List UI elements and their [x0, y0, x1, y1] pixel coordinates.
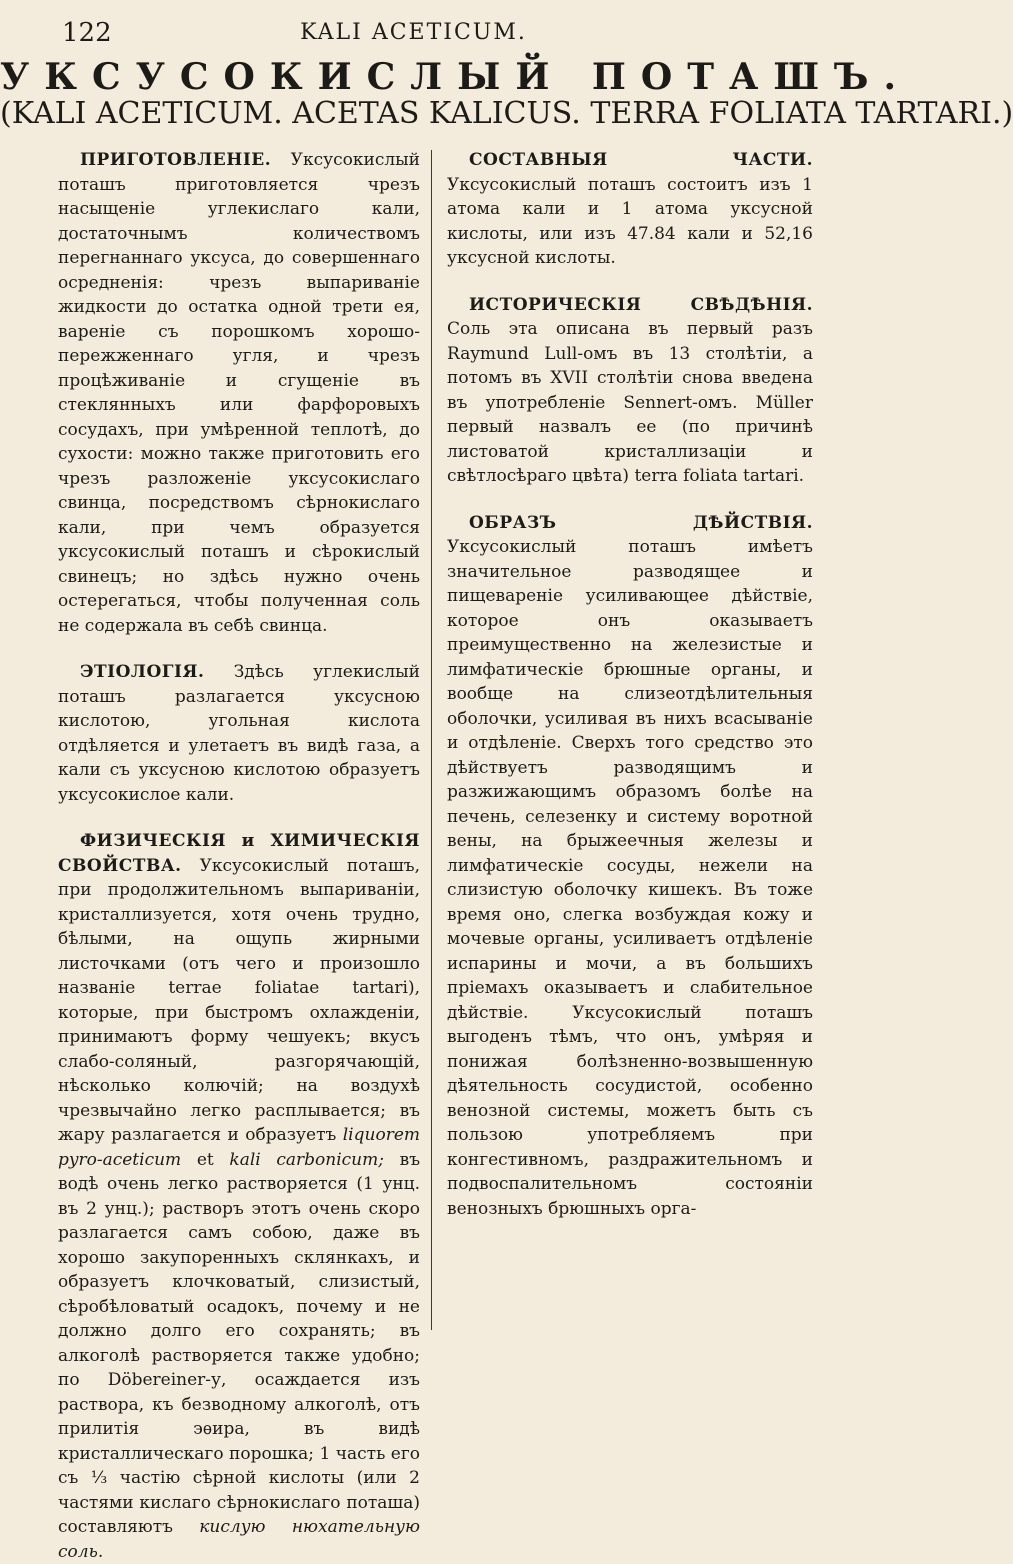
section-history	[447, 293, 813, 489]
article-title: УКСУСОКИСЛЫЙ ПОТАШЪ.	[0, 56, 911, 98]
section-heading: ЭТІОЛОГІЯ.	[80, 662, 205, 682]
section-etiology	[58, 660, 420, 807]
running-title: KALI ACETICUM.	[300, 20, 527, 45]
section-text: въ водѣ очень легко растворяется (1 унц. въ 2 унц.); растворъ этотъ очень скоро разлагается самъ собою, даже въ хорошо закупоренныхъ склянкахъ, и образуетъ клочковатый, слизистый, сѣробѣловатый осадокъ, почему и не должно долго его сохранять; въ алкоголѣ растворяется также удобно; по Döbereiner-у, осаждается изъ раствора, къ безводному алкоголѣ, отъ прилитія эѳира, въ видѣ кристаллическаго порошка; 1 часть его съ ⅓ частію сѣрной кислоты (или 2 частями кислаго сѣрнокислаго поташа) составляютъ	[58, 1149, 421, 1537]
section-physical-properties	[58, 829, 420, 1564]
section-text: Уксусокислый поташъ, при продолжительномъ выпариваніи, кристаллизуется, хотя очень трудно, бѣлыми, на ощупь жирными листочками (отъ чего и произошло названіе terrae foliatae tartari), которые, при быстромъ охлажденіи, принимаютъ форму чешуекъ; вкусъ слабо-соляный, разгорячающій, нѣсколько колючій; на воздухѣ чрезвычайно легко расплывается; въ жару разлагается и образуетъ	[58, 855, 420, 1145]
italic-term: кислую нюхательную соль.	[58, 1517, 420, 1562]
page-header	[0, 14, 827, 54]
article-subtitle: (KALI ACETICUM. ACETAS KALICUS. TERRA FOLIATA TARTARI.)	[0, 96, 1013, 131]
section-heading: ИСТОРИЧЕСКІЯ СВѢДѢНІЯ.	[469, 294, 813, 315]
section-heading: ОБРАЗЪ ДѢЙСТВІЯ.	[469, 512, 813, 533]
section-text: Здѣсь углекислый поташъ разлагается уксусною кислотою, угольная кислота отдѣляется и улетаетъ въ видѣ газа, а кали съ уксусною кислотою образуетъ уксусокислое кали.	[58, 662, 420, 805]
section-composition	[447, 148, 813, 271]
section-text: Соль эта описана въ первый разъ Raymund Lull-омъ въ 13 столѣтіи, а потомъ въ XVII столѣтіи снова введена въ употребленіе Sennert-омъ. Müller первый назвалъ ее (по причинѣ листоватой кристаллизаціи и свѣтлосѣраго цвѣта) terra foliata tartari.	[447, 319, 813, 486]
right-column	[447, 148, 813, 1338]
left-column	[58, 148, 421, 1562]
section-heading: СОСТАВНЫЯ ЧАСТИ.	[469, 150, 813, 170]
conjunction: et	[196, 1149, 214, 1170]
section-heading: ПРИГОТОВЛЕНІЕ.	[80, 150, 272, 170]
latin-term: liquorem pyro-aceticum	[58, 1125, 420, 1170]
section-action	[447, 511, 813, 1222]
section-text: Уксусокислый поташъ имѣетъ значительное разводящее и пищевареніе усиливающее дѣйствіе, которое онъ оказываетъ преимущественно на железистые и лимфатическіе брюшные органы, и вообще на слизеотдѣлительныя оболочки, усиливая въ нихъ всасываніе и отдѣленіе. Сверхъ того средство это дѣйствуетъ разводящимъ и разжижающимъ образомъ болѣе на печень, селезенку и систему воротной вены, на брыжеечныя железы и лимфатическіе сосуды, нежели на слизистую оболочку кишекъ. Въ тоже время оно, слегка возбуждая кожу и мочевые органы, усиливаетъ отдѣленіе испарины и мочи, а въ большихъ пріемахъ оказываетъ и слабительное дѣйствіе. Уксусокислый поташъ выгоденъ тѣмъ, что онъ, умѣряя и понижая болѣзненно-возвышенную дѣятельность сосудистой, особенно венозной системы, можетъ быть съ пользою употребляемъ при конгестивномъ, раздражительномъ и подвоспалительномъ состояніи венозныхъ брюшныхъ орга-	[447, 537, 813, 1219]
page-number: 122	[62, 18, 112, 48]
section-text: Уксусокислый поташъ состоитъ изъ 1 атома кали и 1 атома уксусной кислоты, или изъ 47.84 кали и 52,16 уксусной кислоты.	[447, 174, 813, 268]
section-text: Уксусокислый поташъ приготовляется чрезъ насыщеніе углекислаго кали, достаточнымъ количествомъ перегнаннаго уксуса, до совершеннаго осредненія: чрезъ выпариваніе жидкости до остатка одной трети ея, вареніе съ порошкомъ хорошо-пережженнаго угля, и чрезъ процѣживаніе и сгущеніе въ стеклянныхъ или фарфоровыхъ сосудахъ, при умѣренной теплотѣ, до сухости: можно также приготовить его чрезъ разложеніе уксусокислаго свинца, посредствомъ сѣрнокислаго кали, при чемъ образуется уксусокислый поташъ и сѣрокислый свинецъ; но здѣсь нужно очень остерегаться, чтобы полученная соль не содержала въ себѣ свинца.	[58, 150, 420, 636]
column-divider	[431, 150, 432, 1330]
latin-term: kali carbonicum;	[229, 1149, 384, 1170]
section-heading: ФИЗИЧЕСКІЯ и ХИМИЧЕСКІЯ СВОЙСТВА.	[58, 831, 420, 876]
section-preparation	[58, 148, 420, 638]
